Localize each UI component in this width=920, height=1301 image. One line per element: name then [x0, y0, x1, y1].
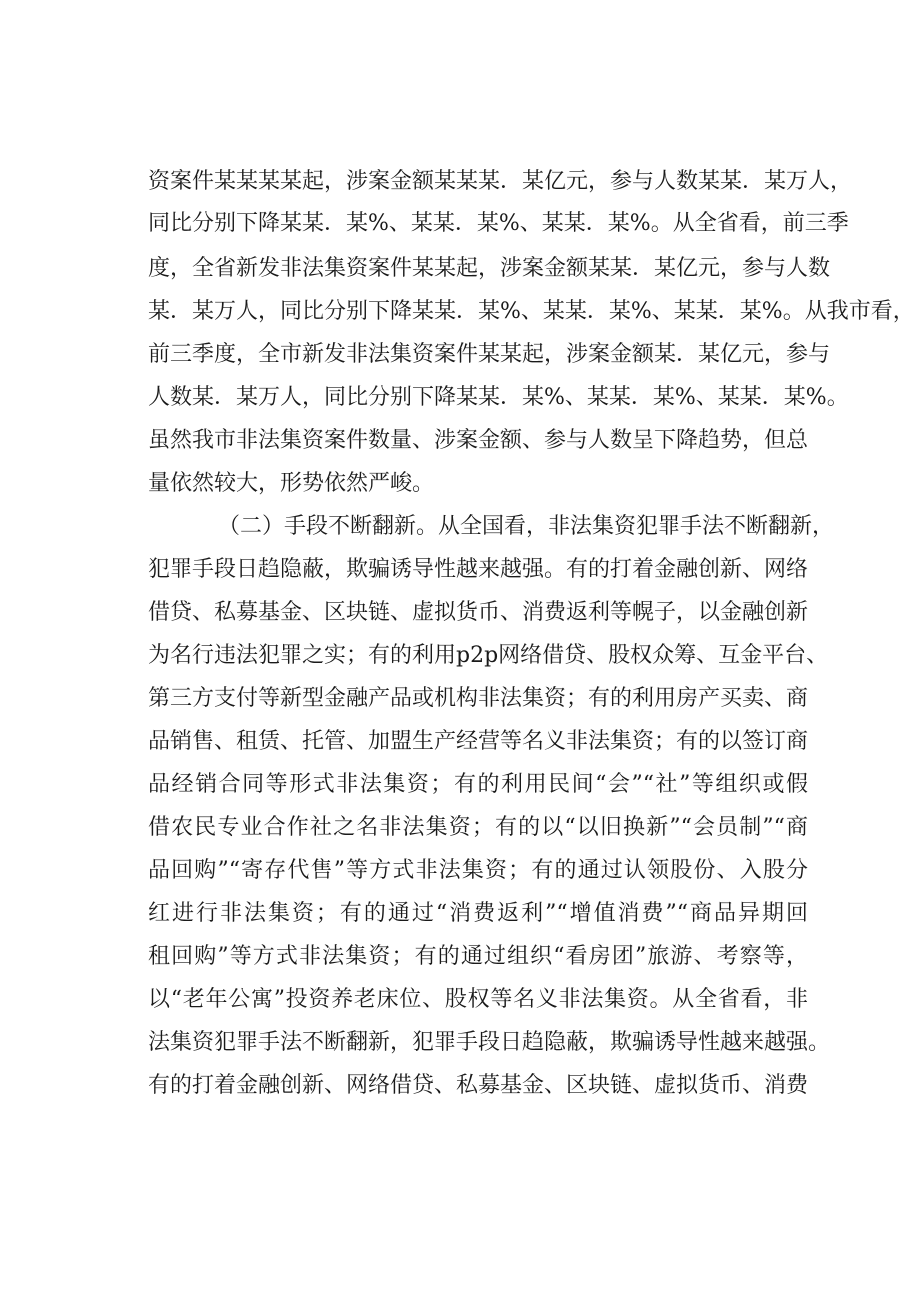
text-line: 租回购”等方式非法集资；有的通过组织“看房团”旅游、考察等， [148, 944, 808, 969]
text-line: 前三季度，全市新发非法集资案件某某起，涉案金额某．某亿元，参与 [148, 342, 831, 367]
text-line: 同比分别下降某某．某%、某某．某%、某某．某%。从全省看，前三季 [148, 211, 849, 236]
text-line: 品销售、租赁、托管、加盟生产经营等名义非法集资；有的以签订商 [148, 729, 809, 754]
text-line: 借贷、私募基金、区块链、虚拟货币、消费返利等幌子，以金融创新 [148, 600, 809, 625]
text-line: 某．某万人，同比分别下降某某．某%、某某．某%、某某．某%。从我市看， [148, 299, 915, 324]
text-line: 度，全省新发非法集资案件某某起，涉案金额某某．某亿元，参与人数 [148, 256, 831, 281]
text-line: 犯罪手段日趋隐蔽，欺骗诱导性越来越强。有的打着金融创新、网络 [148, 557, 809, 582]
text-line: 虽然我市非法集资案件数量、涉案金额、参与人数呈下降趋势，但总 [148, 428, 809, 453]
text-line: 品经销合同等形式非法集资；有的利用民间“会”“社”等组织或假 [148, 772, 808, 797]
text-line: 人数某．某万人，同比分别下降某某．某%、某某．某%、某某．某%。 [148, 385, 849, 410]
text-line: 红进行非法集资；有的通过“消费返利”“增值消费”“商品异期回 [148, 901, 808, 926]
text-line: 品回购”“寄存代售”等方式非法集资；有的通过认领股份、入股分 [148, 858, 808, 883]
text-line: 资案件某某某某起，涉案金额某某某．某亿元，参与人数某某．某万人， [148, 169, 853, 194]
text-line-section-heading: （二）手段不断翻新。从全国看，非法集资犯罪手法不断翻新， [218, 514, 835, 539]
text-line: 量依然较大，形势依然严峻。 [148, 471, 435, 496]
text-line: 有的打着金融创新、网络借贷、私募基金、区块链、虚拟货币、消费 [148, 1073, 809, 1098]
text-line: 第三方支付等新型金融产品或机构非法集资；有的利用房产买卖、商 [148, 686, 809, 711]
text-line: 以“老年公寓”投资养老床位、股权等名义非法集资。从全省看，非 [148, 987, 808, 1012]
text-line: 为名行违法犯罪之实；有的利用p2p网络借贷、股权众筹、互金平台、 [148, 643, 829, 668]
text-line: 借农民专业合作社之名非法集资；有的以“以旧换新”“会员制”“商 [148, 815, 808, 840]
text-line: 法集资犯罪手法不断翻新，犯罪手段日趋隐蔽，欺骗诱导性越来越强。 [148, 1030, 831, 1055]
